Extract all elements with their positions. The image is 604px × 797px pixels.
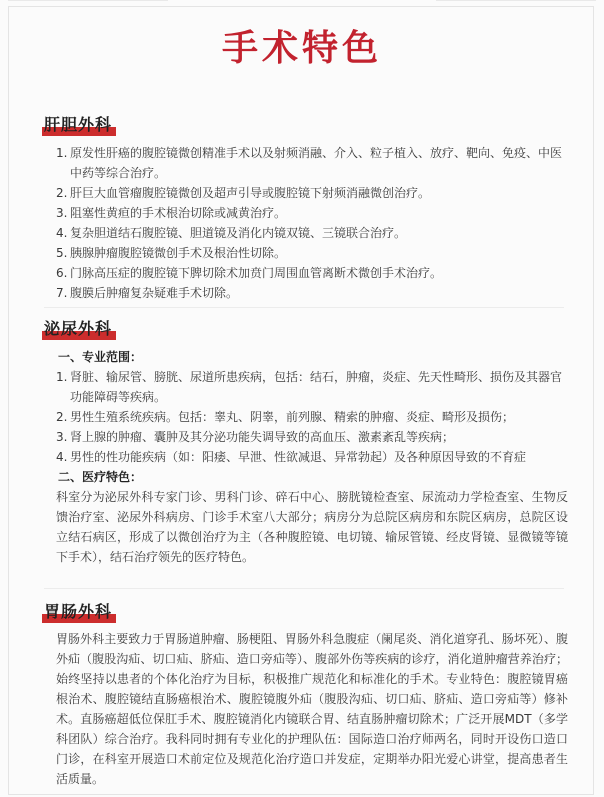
list-item: 2. 肝巨大血管瘤腹腔镜微创及超声引导或腹腔镜下射频消融微创治疗。 <box>56 186 431 200</box>
urology-paragraph: 科室分为泌尿外科专家门诊、男科门诊、碎石中心、膀胱镜检查室、尿流动力学检查室、生物反馈治疗室、泌尿外科病房、门诊手术室八大部分；病房分为总院区病房和东院区病房，总院区设立结石病区，形成了以微创治疗为主（各种腹腔镜、电切镜、输尿管镜、经皮肾镜、显微镜等镜下手术），结石治疗领先的医疗特色。 <box>56 490 568 564</box>
section-header-hepatobiliary <box>44 112 112 134</box>
list-item: 6. 门脉高压症的腹腔镜下脾切除术加贲门周围血管离断术微创手术治疗。 <box>56 266 443 280</box>
list-item: 4. 男性的性功能疾病（如：阳痿、早泄、性欲减退、异常勃起）及各种原因导致的不育症 <box>56 450 527 464</box>
section-header-gastrointestinal <box>44 599 112 621</box>
list-item: 1. 肾脏、输尿管、膀胱、尿道所患疾病，包括：结石，肿瘤，炎症、先天性畸形、损伤及其器官功能障碍等疾病。 <box>56 370 563 404</box>
list-item: 3. 阻塞性黄疸的手术根治切除或减黄治疗。 <box>56 206 287 220</box>
section-divider <box>44 307 564 308</box>
list-item: 2. 男性生殖系统疾病。包括：睾丸、阴睾，前列腺、精索的肿瘤、炎症、畸形及损伤； <box>56 410 515 424</box>
section-title: 泌尿外科 <box>44 319 113 338</box>
list-item: 7. 腹膜后肿瘤复杂疑难手术切除。 <box>56 286 239 300</box>
section-title: 肝胆外科 <box>44 115 113 134</box>
hepatobiliary-list <box>56 143 568 303</box>
page-title: 手术特色 <box>221 28 382 69</box>
list-item: 3. 肾上腺的肿瘤、囊肿及其分泌功能失调导致的高血压、激素紊乱等疾病； <box>56 430 455 444</box>
gastrointestinal-content <box>56 629 568 789</box>
subheading-scope: 一、专业范围： <box>58 350 143 364</box>
list-item: 5. 胰腺肿瘤腹腔镜微创手术及根治性切除。 <box>56 246 287 260</box>
subheading-features: 二、医疗特色： <box>58 470 143 484</box>
gastrointestinal-paragraph: 胃肠外科主要致力于胃肠道肿瘤、肠梗阻、胃肠外科急腹症（阑尾炎、消化道穿孔、肠坏死）、腹外疝（腹股沟疝、切口疝、脐疝、造口旁疝等）、腹部外伤等疾病的诊疗，消化道肿瘤营养治疗；始终坚持以患者的个体化治疗为目标，积极推广规范化和标准化的手术。专业特色：腹腔镜胃癌根治术、腹腔镜结直肠癌根治术、腹腔镜腹外疝（腹股沟疝、切口疝、脐疝、造口旁疝等）修补术。直肠癌超低位保肛手术、腹腔镜消化内镜联合胃、结直肠肿瘤切除术；广泛开展MDT（多学科团队）综合治疗。我科同时拥有专业化的护理队伍：国际造口治疗师两名，同时开设伤口造口门诊，在科室开展造口术前定位及规范化治疗造口并发症，定期举办阳光爱心讲堂，提高患者生活质量。 <box>56 632 568 786</box>
title-area <box>0 0 604 90</box>
section-divider <box>44 588 564 589</box>
section-header-urology <box>44 316 112 338</box>
list-item: 4. 复杂胆道结石腹腔镜、胆道镜及消化内镜双镜、三镜联合治疗。 <box>56 226 407 240</box>
urology-content <box>56 347 568 567</box>
list-item: 1. 原发性肝癌的腹腔镜微创精准手术以及射频消融、介入、粒子植入、放疗、靶向、免疫、中医中药等综合治疗。 <box>56 146 563 180</box>
section-title: 胃肠外科 <box>44 602 113 621</box>
